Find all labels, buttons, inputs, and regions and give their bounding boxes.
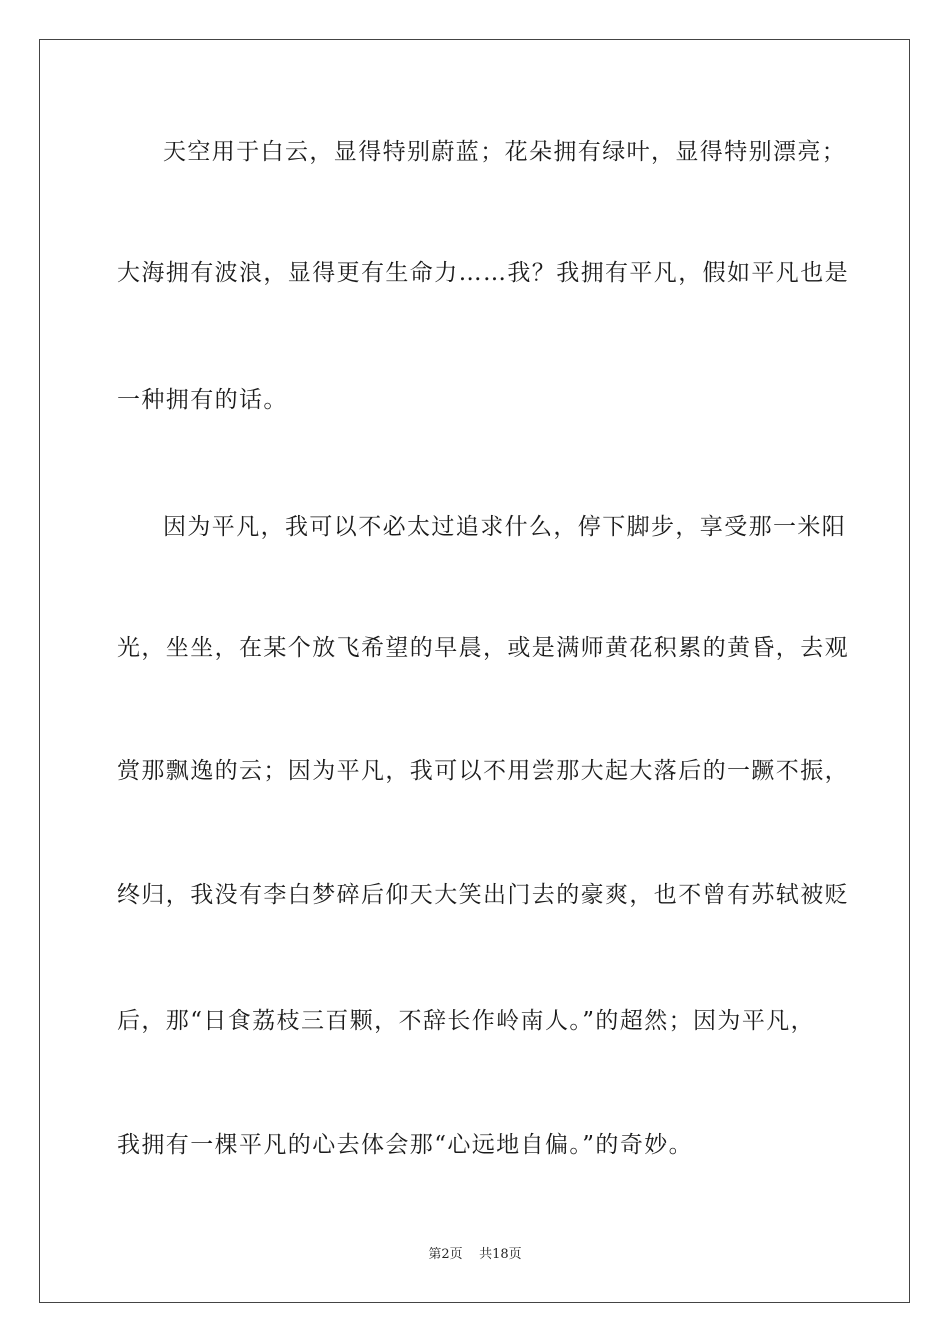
page-number: 第2页 (428, 1247, 463, 1262)
paragraph-2-line-4: 终归，我没有李白梦碎后仰天大笑出门去的豪爽，也不曾有苏轼被贬 (117, 882, 849, 908)
paragraph-2-line-3: 赏那飘逸的云；因为平凡，我可以不用尝那大起大落后的一蹶不振， (117, 758, 849, 784)
paragraph-2-line-1: 因为平凡，我可以不必太过追求什么，停下脚步，享受那一米阳 (163, 514, 847, 540)
page-footer (0, 1246, 950, 1264)
page-border (39, 39, 910, 1303)
paragraph-2-line-2: 光，坐坐，在某个放飞希望的早晨，或是满师黄花积累的黄昏，去观 (117, 635, 849, 661)
paragraph-1-line-2: 大海拥有波浪，显得更有生命力……我？我拥有平凡，假如平凡也是 (117, 260, 849, 286)
paragraph-2-line-6: 我拥有一棵平凡的心去体会那“心远地自偏。”的奇妙。 (117, 1132, 694, 1158)
paragraph-2-line-5: 后，那“日食荔枝三百颗，不辞长作岭南人。”的超然；因为平凡， (117, 1008, 816, 1034)
page-total: 共18页 (479, 1247, 522, 1262)
paragraph-1-line-3: 一种拥有的话。 (117, 387, 288, 413)
paragraph-1-line-1: 天空用于白云，显得特别蔚蓝；花朵拥有绿叶，显得特别漂亮； (163, 139, 847, 165)
